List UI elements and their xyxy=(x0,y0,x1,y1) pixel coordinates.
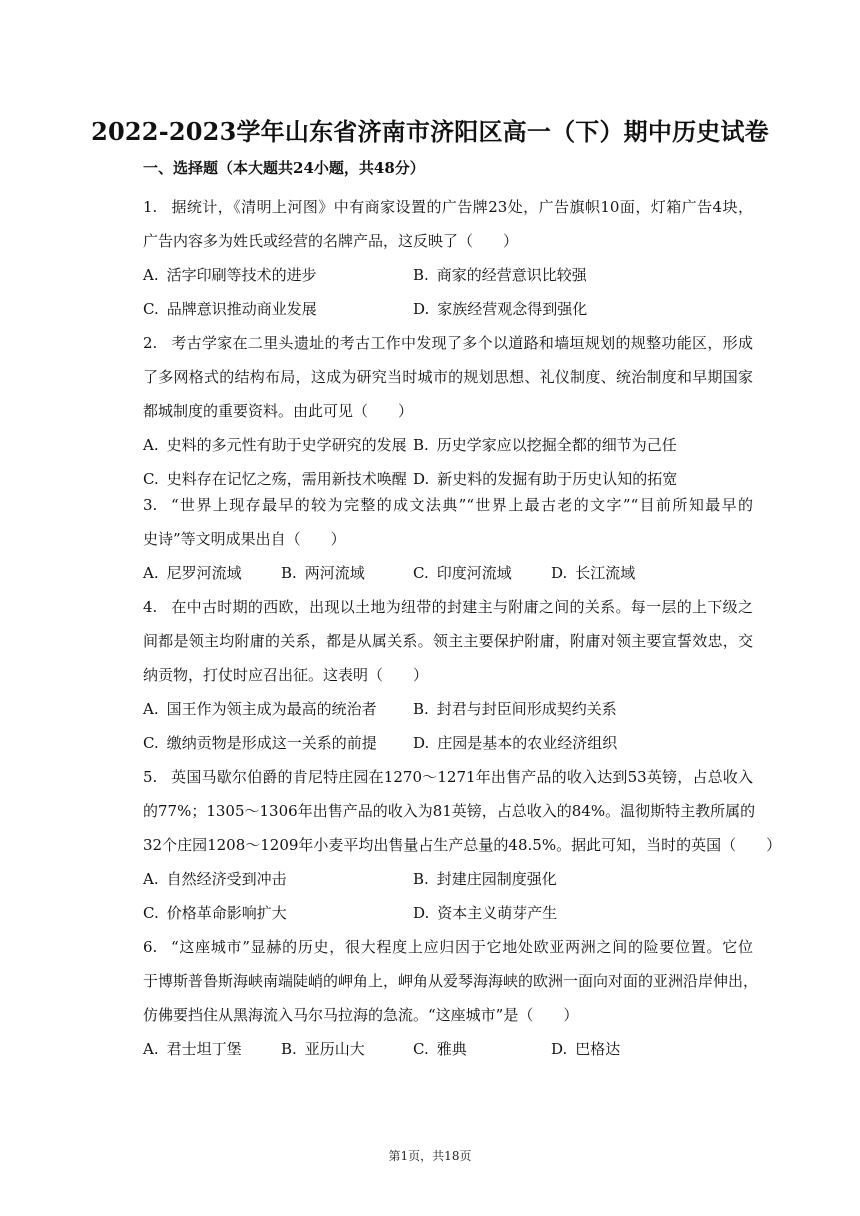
option-a[interactable]: A. 君士坦丁堡 xyxy=(143,1040,242,1058)
question-text-line: 间都是领主均附庸的关系，都是从属关系。领主主要保护附庸，附庸对领主要宣誓效忠，交 xyxy=(143,632,753,650)
option-b[interactable]: B. 亚历山大 xyxy=(281,1040,365,1058)
option-d[interactable]: D. 巴格达 xyxy=(551,1040,621,1058)
options-3 xyxy=(143,556,753,590)
question-5 xyxy=(143,760,782,862)
page-footer: 第1页，共18页 xyxy=(388,1149,472,1163)
exam-title: 2022-2023学年山东省济南市济阳区高一（下）期中历史试卷 xyxy=(91,117,769,146)
question-number: 3. xyxy=(143,496,158,514)
option-a[interactable]: A. 尼罗河流域 xyxy=(143,564,242,582)
option-c[interactable]: C. 缴纳贡物是形成这一关系的前提 xyxy=(143,734,377,752)
question-text-line: 广告内容多为姓氏或经营的名牌产品，这反映了（ ） xyxy=(143,232,519,250)
options-2 xyxy=(143,428,753,496)
option-c[interactable]: C. 价格革命影响扩大 xyxy=(143,904,287,922)
question-text-line: 的77%；1305～1306年出售产品的收入为81英镑，占总收入的84%。温彻斯特主教所属的 xyxy=(143,802,756,820)
option-d[interactable]: D. 资本主义萌芽产生 xyxy=(413,904,558,922)
question-text-line: 32个庄园1208～1209年小麦平均出售量占生产总量的48.5%。据此可知，当时的英国（ ） xyxy=(143,836,782,854)
question-3 xyxy=(143,488,753,556)
question-number: 4. xyxy=(143,598,158,616)
question-text-line: 仿佛要挡住从黑海流入马尔马拉海的急流。“这座城市”是（ ） xyxy=(143,1006,579,1024)
option-b[interactable]: B. 封君与封臣间形成契约关系 xyxy=(413,700,617,718)
question-number: 2. xyxy=(143,334,158,352)
question-4 xyxy=(143,590,753,692)
question-number: 1. xyxy=(143,198,158,216)
option-d[interactable]: D. 新史料的发掘有助于历史认知的拓宽 xyxy=(413,470,678,488)
option-c[interactable]: C. 史料存在记忆之殇，需用新技术唤醒 xyxy=(143,470,407,488)
option-b[interactable]: B. 商家的经营意识比较强 xyxy=(413,266,587,284)
option-a[interactable]: A. 国王作为领主成为最高的统治者 xyxy=(143,700,377,718)
options-4 xyxy=(143,692,753,760)
option-b[interactable]: B. 两河流域 xyxy=(281,564,365,582)
question-text-line: 英国马歇尔伯爵的肯尼特庄园在1270～1271年出售产品的收入达到53英镑，占总收入 xyxy=(171,768,753,786)
question-text-line: 据统计，《清明上河图》中有商家设置的广告牌23处，广告旗帜10面，灯箱广告4块， xyxy=(171,198,753,216)
option-b[interactable]: B. 历史学家应以挖掘全都的细节为己任 xyxy=(413,436,677,454)
option-b[interactable]: B. 封建庄园制度强化 xyxy=(413,870,557,888)
options-1 xyxy=(143,258,753,326)
question-number: 6. xyxy=(143,938,158,956)
option-a[interactable]: A. 自然经济受到冲击 xyxy=(143,870,287,888)
question-text-line: “这座城市”显赫的历史，很大程度上应归因于它地处欧亚两洲之间的险要位置。它位 xyxy=(171,938,753,956)
option-c[interactable]: C. 品牌意识推动商业发展 xyxy=(143,300,317,318)
question-number: 5. xyxy=(143,768,158,786)
options-6 xyxy=(143,1032,753,1066)
question-text-line: 在中古时期的西欧，出现以土地为纽带的封建主与附庸之间的关系。每一层的上下级之 xyxy=(171,598,753,616)
question-1 xyxy=(143,190,753,258)
question-text-line: 考古学家在二里头遗址的考古工作中发现了多个以道路和墙垣规划的规整功能区，形成 xyxy=(171,334,753,352)
question-text-line: 都城制度的重要资料。由此可见（ ） xyxy=(143,402,414,420)
option-c[interactable]: C. 雅典 xyxy=(413,1040,467,1058)
question-text-line: 于博斯普鲁斯海峡南端陡峭的岬角上，岬角从爱琴海海峡的欧洲一面向对面的亚洲沿岸伸出， xyxy=(143,972,759,990)
option-d[interactable]: D. 家族经营观念得到强化 xyxy=(413,300,588,318)
option-c[interactable]: C. 印度河流域 xyxy=(413,564,512,582)
option-a[interactable]: A. 活字印刷等技术的进步 xyxy=(143,266,317,284)
option-d[interactable]: D. 长江流域 xyxy=(551,564,636,582)
question-text-line: 纳贡物，打仗时应召出征。这表明（ ） xyxy=(143,666,429,684)
section-heading: 一、选择题（本大题共24小题，共48分） xyxy=(143,159,425,177)
options-5 xyxy=(143,862,753,930)
question-6 xyxy=(143,930,759,1032)
option-d[interactable]: D. 庄园是基本的农业经济组织 xyxy=(413,734,618,752)
question-text-line: 史诗”等文明成果出自（ ） xyxy=(143,530,346,548)
question-2 xyxy=(143,326,753,428)
question-text-line: 了多网格式的结构布局，这成为研究当时城市的规划思想、礼仪制度、统治制度和早期国家 xyxy=(143,368,753,386)
question-text-line: “世界上现存最早的较为完整的成文法典”“世界上最古老的文字”“目前所知最早的 xyxy=(171,496,753,514)
option-a[interactable]: A. 史料的多元性有助于史学研究的发展 xyxy=(143,436,407,454)
